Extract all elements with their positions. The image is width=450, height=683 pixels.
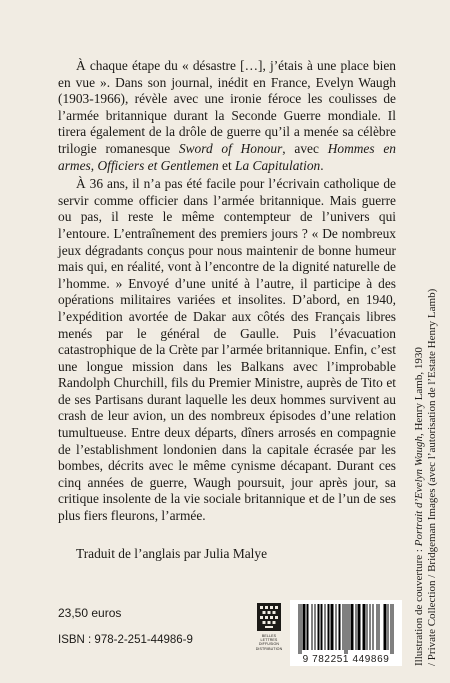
- barcode-bar: [352, 604, 353, 650]
- italic-title: Officiers et Gentlemen: [97, 157, 219, 173]
- barcode-digits: 9 782251 449869: [302, 654, 390, 665]
- barcode-bar: [356, 604, 357, 650]
- barcode-bar: [388, 604, 389, 650]
- barcode-bar: [340, 604, 341, 650]
- barcode-bar: [345, 604, 346, 654]
- credit-line-2: / Private Collection / Bridgeman Images (avec l’autorisation de l’Estate Henry Lamb): [426, 288, 438, 666]
- text-run: .: [320, 157, 324, 173]
- barcode-bar: [318, 604, 319, 650]
- text-run: , avec: [282, 140, 328, 156]
- barcode-bar: [331, 604, 332, 650]
- credit-line-1: [413, 46, 426, 666]
- barcode-bar: [322, 604, 323, 650]
- barcode-bar: [364, 604, 365, 650]
- barcode-bar: [351, 604, 352, 650]
- barcode: [290, 600, 402, 666]
- barcode-bar: [365, 604, 366, 650]
- barcode-bar: [329, 604, 330, 650]
- logo-line: DIFFUSION: [258, 642, 280, 647]
- text-run: Illustration de couverture :: [413, 546, 425, 666]
- barcode-bar: [336, 604, 337, 650]
- isbn-label: ISBN : 978-2-251-44986-9: [58, 634, 193, 646]
- barcode-bars-icon: [290, 600, 402, 656]
- barcode-bar: [384, 604, 385, 650]
- blurb-text: [58, 58, 396, 525]
- barcode-bar: [386, 604, 387, 650]
- logo-line: DISTRIBUTION: [255, 646, 283, 651]
- barcode-bar: [385, 604, 386, 650]
- barcode-bar: [308, 604, 309, 650]
- text-run: À chaque étape du « désastre […], j’étais à une place bien en vue ». Dans son journal, inédit en France, Evelyn Waugh (1903-1966), révèle avec une ironie féroce les coulisses de l’armée britannique durant la Seconde Guerre mondiale. Il tirera également de la drôle de guerre qu’il a menée sa célèbre trilogie romanesque: [58, 58, 396, 156]
- blurb-paragraph-2: [58, 176, 396, 524]
- barcode-bar: [301, 604, 302, 654]
- barcode-bar: [305, 604, 306, 650]
- barcode-bar: [307, 604, 308, 650]
- barcode-bar: [333, 604, 334, 650]
- barcode-bar: [347, 604, 348, 654]
- barcode-bar: [315, 604, 316, 650]
- barcode-bar: [321, 604, 322, 650]
- barcode-bar: [391, 604, 392, 654]
- barcode-bar: [363, 604, 364, 650]
- publisher-logo: [254, 602, 284, 664]
- barcode-bar: [325, 604, 326, 650]
- barcode-bar: [304, 604, 305, 650]
- italic-title: Portrait d’Evelyn Waugh: [413, 436, 425, 547]
- barcode-bar: [328, 604, 329, 650]
- blurb-paragraph-1: [58, 58, 396, 174]
- barcode-bar: [367, 604, 368, 650]
- barcode-bar: [312, 604, 313, 650]
- barcode-bar: [379, 604, 380, 650]
- barcode-bar: [349, 604, 350, 650]
- price-label: 23,50 euros: [58, 606, 122, 620]
- text-run: À 36 ans, il n’a pas été facile pour l’écrivain catholique de servir comme officier dans l’armée britannique. Mais guerre ou pas, il reste le même contempteur de l’univers qui l’entoure. L’entraînement des premiers jours ? « De nombreux jeux dégradants conçus pour nous maintenir de bonne humeur mais qui, en réalité, vont à l’encontre de la dignité naturelle de l’homme. » Envoyé d’une unité à l’autre, il participe à des opérations militaires variées et insolites. D’abord, en 1940, l’expédition avortée de Dakar aux côtés des Français libres menés par le général de Gaulle. Puis l’évacuation catastrophique de la Crète par l’armée britannique. Enfin, c’est une longue mission dans les Balkans avec l’improbable Randolph Churchill, fils du Premier Ministre, auprès de Tito et de ses Partisans durant laquelle les deux hommes survivent au crash de leur avion, un des nombreux épisodes d’une relation tumultueuse. Entre deux départs, dîners arrosés en compagnie de l’establishment londonien dans la capitale écrasée par les bombes, décrits avec le même cynisme décapant. Durant ces cinq années de guerre, Waugh poursuit, jour après jour, sa critique insolente de la vie sociale britannique et de l’un de ses plus fiers fleurons, l’armée.: [58, 176, 396, 524]
- translator-credit: Traduit de l’anglais par Julia Malye: [76, 546, 268, 561]
- cover-illustration-credit: [413, 46, 439, 666]
- italic-title: Sword of Honour: [178, 140, 283, 156]
- barcode-bar: [339, 604, 340, 650]
- barcode-bar: [377, 604, 378, 650]
- barcode-bar: [360, 604, 361, 650]
- publisher-seal-icon: [256, 602, 282, 632]
- text-run: et: [218, 157, 236, 173]
- barcode-bar: [332, 604, 333, 650]
- italic-title: Hommes en armes: [58, 140, 396, 173]
- barcode-bar: [299, 604, 300, 654]
- barcode-bar: [393, 604, 394, 654]
- barcode-bar: [353, 604, 354, 650]
- text-run: ,: [90, 157, 98, 173]
- barcode-bar: [370, 604, 371, 650]
- barcode-bar: [319, 604, 320, 650]
- text-run: , Henry Lamb, 1930: [413, 347, 425, 437]
- barcode-bar: [373, 604, 374, 650]
- barcode-bar: [343, 604, 344, 650]
- barcode-bar: [358, 604, 359, 650]
- barcode-bar: [303, 604, 304, 650]
- italic-title: La Capitulation: [235, 157, 321, 173]
- logo-line: BELLES LETTRES: [260, 634, 278, 643]
- barcode-bar: [359, 604, 360, 650]
